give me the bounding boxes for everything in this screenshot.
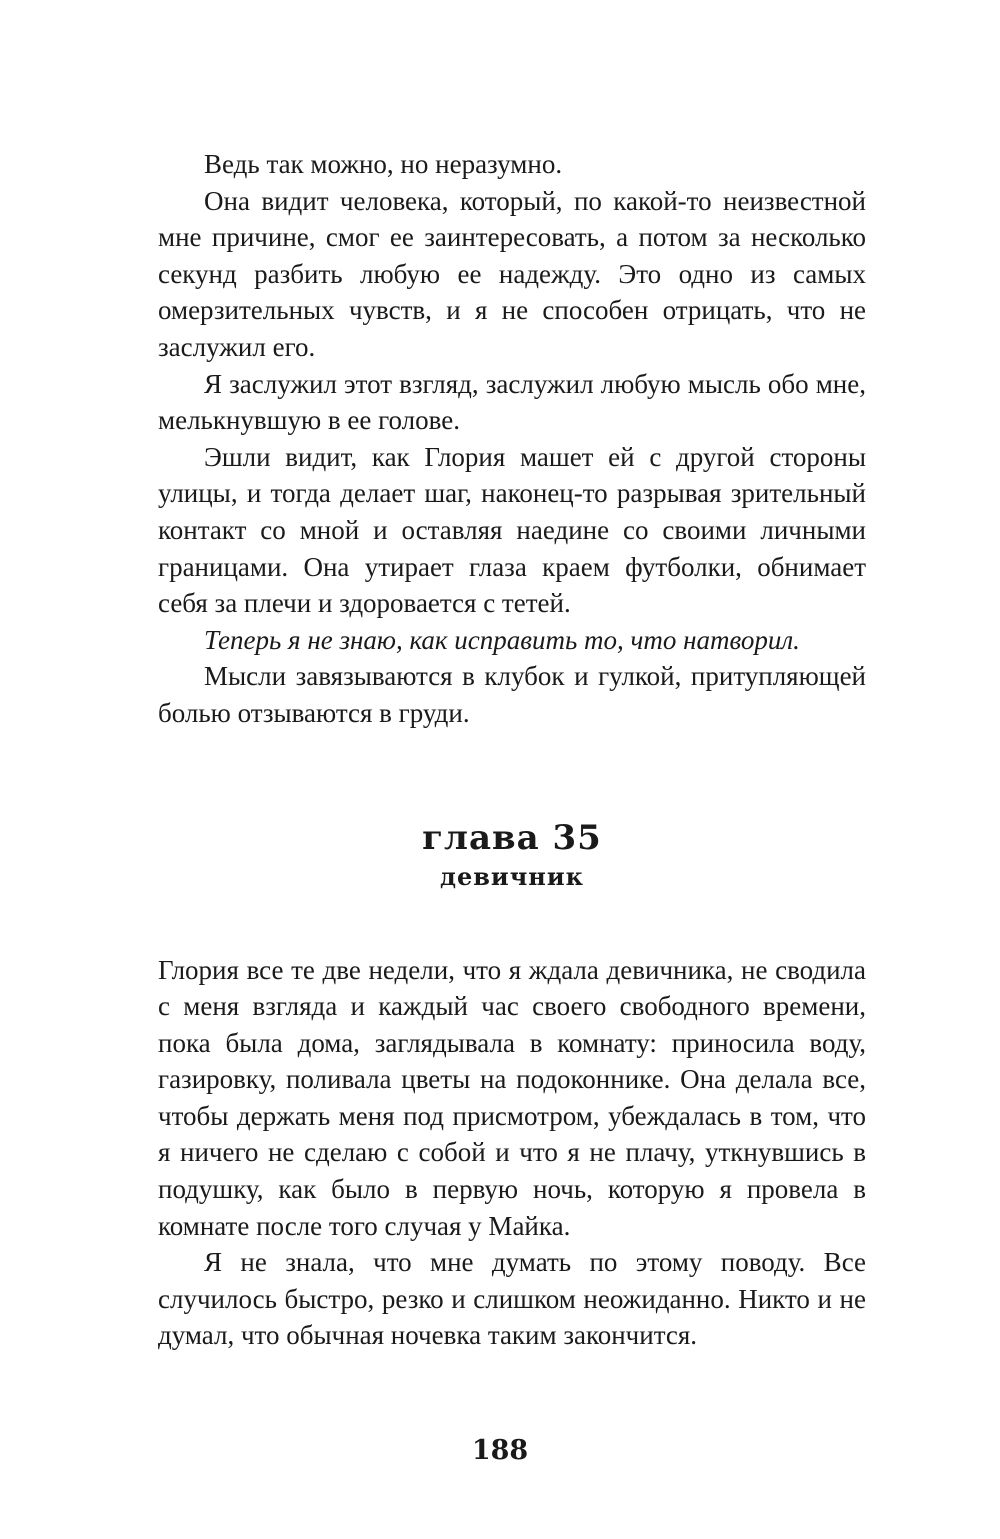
page-number: 188 [471,1435,529,1466]
italic-paragraph: Теперь я не знаю, как исправить то, что натворил. [204,624,800,655]
paragraph: Эшли видит, как Глория машет ей с другой стороны улицы, и тогда делает шаг, наконец-то разрывая зрительный контакт со мной и оставляя наедине со своими личными границами. Она утирает глаза краем футболки, обнимает себя за плечи и здоровается с тетей. [158,441,866,619]
book-page [158,146,866,1354]
chapter-text [158,952,866,1355]
chapter-subtitle: девичник [439,861,584,891]
paragraph: Я не знала, что мне думать по этому поводу. Все случилось быстро, резко и слишком неожиданно. Никто и не думал, что обычная ночевка таким закончится. [158,1247,866,1351]
chapter-body [158,952,866,1355]
previous-chapter-text [158,146,866,732]
chapter-title: глава 35 [422,817,602,858]
chapter-heading [158,816,866,894]
paragraph: Она видит человека, который, по какой-то неизвестной мне причине, смог ее заинтересовать, а потом за несколько секунд разбить любую ее надежду. Это одно из самых омерзительных чувств, и я не способен отрицать, что не заслужил его. [158,185,866,362]
paragraph: Ведь так можно, но неразумно. [204,149,563,179]
paragraph: Я заслужил этот взгляд, заслужил любую мысль обо мне, мелькнувшую в ее голове. [158,368,866,436]
paragraph: Мысли завязываются в клубок и гулкой, притупляющей болью отзываются в груди. [158,661,866,728]
paragraph: Глория все те две недели, что я ждала девичника, не сводила с меня взгляда и каждый час своего свободного времени, пока была дома, заглядывала в комнату: приносила воду, газировку, поливала цветы на подоконнике. Она делала все, чтобы держать меня под присмотром, убеждалась в том, что я ничего не сделаю с собой и что я не плачу, уткнувшись в подушку, как было в первую ночь, которую я провела в комнате после того случая у Майка. [158,954,866,1241]
